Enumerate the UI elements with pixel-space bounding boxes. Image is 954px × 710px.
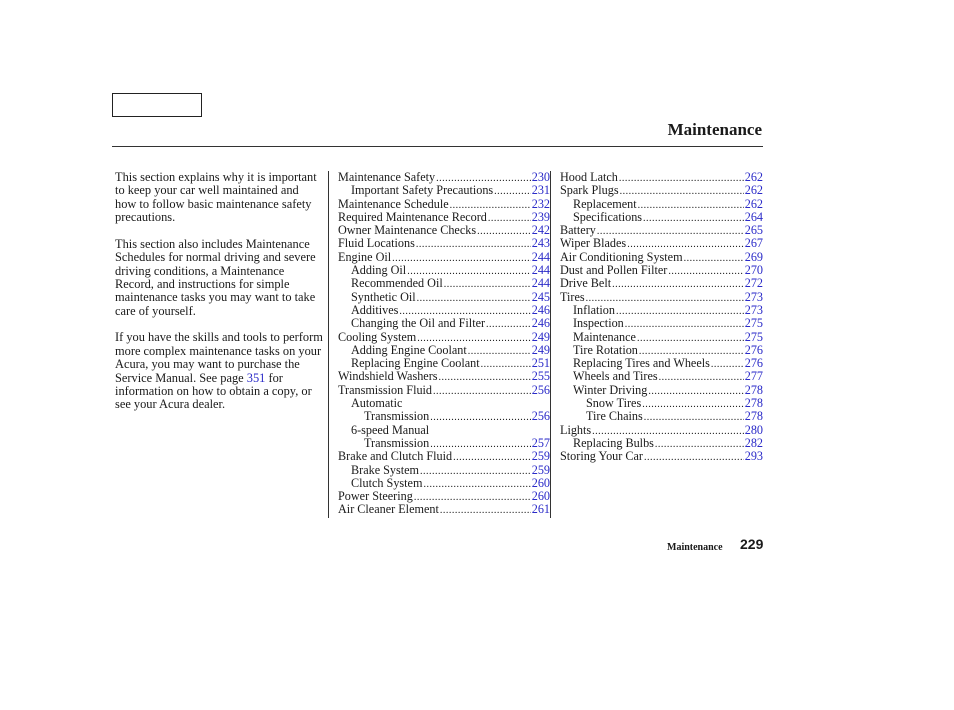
service-manual-page-link[interactable]: 351 xyxy=(246,370,266,385)
section-tab-box xyxy=(112,93,202,117)
toc-entry[interactable]: Owner Maintenance Checks ..... 242 xyxy=(338,224,550,237)
toc-entry[interactable]: Battery ..... 265 xyxy=(560,224,763,237)
toc-page-link[interactable]: 230 xyxy=(531,170,550,184)
toc-entry[interactable]: Important Safety Precautions ..... 231 xyxy=(338,184,550,197)
toc-entry[interactable]: Replacement ..... 262 xyxy=(560,198,763,211)
toc-column-1 xyxy=(328,171,550,518)
toc-page-link[interactable]: 232 xyxy=(531,196,550,211)
intro-paragraph-3-text-end: for information on how to obtain a copy, or see your Acura dealer. xyxy=(115,370,312,412)
toc-page-link[interactable]: 278 xyxy=(744,382,763,397)
toc-entry[interactable]: Transmission Fluid ..... 256 xyxy=(338,384,550,397)
toc-page-link[interactable]: 273 xyxy=(744,289,763,304)
toc-page-link[interactable]: 255 xyxy=(531,369,550,384)
intro-paragraph-3 xyxy=(115,331,323,411)
toc-entry[interactable]: Replacing Engine Coolant ..... 251 xyxy=(338,357,550,370)
toc-page-link[interactable]: 246 xyxy=(531,302,550,317)
toc-page-link[interactable]: 260 xyxy=(531,489,550,504)
toc-entry[interactable]: Specifications ..... 264 xyxy=(560,211,763,224)
toc-entry[interactable]: Recommended Oil ..... 244 xyxy=(338,277,550,290)
toc-entry[interactable]: Tires ..... 273 xyxy=(560,291,763,304)
toc-entry[interactable]: Maintenance Schedule ..... 232 xyxy=(338,198,550,211)
toc-page-link[interactable]: 260 xyxy=(531,475,550,490)
toc-entry-heading: Automatic xyxy=(351,396,403,411)
toc-page-link[interactable]: 277 xyxy=(744,369,763,384)
toc-entry[interactable]: Lights ..... 280 xyxy=(560,424,763,437)
toc-page-link[interactable]: 262 xyxy=(744,183,763,198)
toc-page-link[interactable]: 243 xyxy=(531,236,550,251)
toc-entry[interactable]: Brake and Clutch Fluid ..... 259 xyxy=(338,450,550,463)
toc-page-link[interactable]: 246 xyxy=(531,316,550,331)
toc-page-link[interactable]: 242 xyxy=(531,223,550,238)
toc-page-link[interactable]: 278 xyxy=(744,396,763,411)
toc-page-link[interactable]: 249 xyxy=(531,329,550,344)
toc-page-link[interactable]: 272 xyxy=(744,276,763,291)
toc-entry[interactable]: Inflation ..... 273 xyxy=(560,304,763,317)
toc-page-link[interactable]: 251 xyxy=(531,356,550,371)
toc-entry[interactable]: Drive Belt ..... 272 xyxy=(560,277,763,290)
toc-entry[interactable]: Maintenance Safety ..... 230 xyxy=(338,171,550,184)
toc-entry[interactable]: Storing Your Car ..... 293 xyxy=(560,450,763,463)
toc-entry[interactable]: Fluid Locations ..... 243 xyxy=(338,237,550,250)
toc-entry[interactable]: Replacing Tires and Wheels ..... 276 xyxy=(560,357,763,370)
intro-paragraph-3-text: If you have the skills and tools to perform more complex maintenance tasks on your Acura, you may want to purchase the Service Manual. See page xyxy=(115,330,323,385)
toc-entry[interactable]: Snow Tires ..... 278 xyxy=(560,397,763,410)
toc-page-link[interactable]: 276 xyxy=(744,356,763,371)
toc-page-link[interactable]: 261 xyxy=(531,502,550,517)
toc-page-link[interactable]: 244 xyxy=(531,263,550,278)
toc-entry[interactable]: Windshield Washers ..... 255 xyxy=(338,370,550,383)
toc-entry[interactable]: Maintenance ..... 275 xyxy=(560,331,763,344)
header-rule xyxy=(112,146,763,147)
toc-entry[interactable]: Tire Chains ..... 278 xyxy=(560,410,763,423)
toc-page-link[interactable]: 256 xyxy=(531,409,550,424)
toc-entry[interactable]: Transmission ..... 256 xyxy=(338,410,550,423)
toc-page-link[interactable]: 267 xyxy=(744,236,763,251)
toc-entry[interactable]: Changing the Oil and Filter ..... 246 xyxy=(338,317,550,330)
intro-text xyxy=(115,171,323,425)
toc-page-link[interactable]: 256 xyxy=(531,382,550,397)
toc-entry[interactable]: Hood Latch ..... 262 xyxy=(560,171,763,184)
toc-page-link[interactable]: 273 xyxy=(744,302,763,317)
toc-entry[interactable]: Wiper Blades ..... 267 xyxy=(560,237,763,250)
toc-page-link[interactable]: 278 xyxy=(744,409,763,424)
toc-entry[interactable]: Engine Oil ..... 244 xyxy=(338,251,550,264)
toc-page-link[interactable]: 231 xyxy=(531,183,550,198)
intro-paragraph-1: This section explains why it is important to keep your car well maintained and how to follow basic maintenance safety precautions. xyxy=(115,170,317,225)
toc-entry[interactable]: Required Maintenance Record ..... 239 xyxy=(338,211,550,224)
section-title: Maintenance xyxy=(667,120,762,139)
toc-entry[interactable]: Synthetic Oil ..... 245 xyxy=(338,291,550,304)
toc-page-link[interactable]: 249 xyxy=(531,342,550,357)
toc-page-link[interactable]: 259 xyxy=(531,462,550,477)
toc-entry[interactable]: Dust and Pollen Filter ..... 270 xyxy=(560,264,763,277)
toc-entry[interactable]: Spark Plugs ..... 262 xyxy=(560,184,763,197)
toc-page-link[interactable]: 264 xyxy=(744,209,763,224)
toc-page-link[interactable]: 280 xyxy=(744,422,763,437)
toc-page-link[interactable]: 282 xyxy=(744,435,763,450)
toc-entry[interactable]: Adding Engine Coolant ..... 249 xyxy=(338,344,550,357)
toc-page-link[interactable]: 275 xyxy=(744,316,763,331)
toc-page-link[interactable]: 245 xyxy=(531,289,550,304)
toc-entry[interactable]: Transmission ..... 257 xyxy=(338,437,550,450)
toc-entry[interactable]: Clutch System ..... 260 xyxy=(338,477,550,490)
toc-entry[interactable]: Adding Oil ..... 244 xyxy=(338,264,550,277)
toc-page-link[interactable]: 244 xyxy=(531,276,550,291)
toc-page-link[interactable]: 293 xyxy=(744,449,763,464)
toc-entry[interactable]: Air Conditioning System ..... 269 xyxy=(560,251,763,264)
toc-entry[interactable]: Winter Driving ..... 278 xyxy=(560,384,763,397)
footer-section-label: Maintenance xyxy=(667,542,723,553)
toc-page-link[interactable]: 259 xyxy=(531,449,550,464)
toc-entry[interactable]: Additives ..... 246 xyxy=(338,304,550,317)
toc-entry[interactable]: Cooling System ..... 249 xyxy=(338,331,550,344)
intro-paragraph-2: This section also includes Maintenance Schedules for normal driving and severe driving conditions, a Maintenance Record, and instructions for simple maintenance tasks you may want to take care of yourself. xyxy=(115,236,316,318)
toc-entry[interactable]: Tire Rotation ..... 276 xyxy=(560,344,763,357)
toc-page-link[interactable]: 262 xyxy=(744,170,763,184)
toc-page-link[interactable]: 276 xyxy=(744,342,763,357)
page-number: 229 xyxy=(740,536,764,552)
toc-page-link[interactable]: 270 xyxy=(744,263,763,278)
toc-page-link[interactable]: 275 xyxy=(744,329,763,344)
toc-page-link[interactable]: 269 xyxy=(744,249,763,264)
toc-entry[interactable]: Wheels and Tires ..... 277 xyxy=(560,370,763,383)
toc-entry[interactable]: Air Cleaner Element ..... 261 xyxy=(338,503,550,516)
toc-page-link[interactable]: 265 xyxy=(744,223,763,238)
toc-column-2 xyxy=(550,171,763,518)
toc-page-link[interactable]: 244 xyxy=(531,249,550,264)
toc-page-link[interactable]: 262 xyxy=(744,196,763,211)
toc-entry-heading: 6-speed Manual xyxy=(351,422,430,437)
toc-entry[interactable]: Replacing Bulbs ..... 282 xyxy=(560,437,763,450)
toc-entry[interactable]: Brake System ..... 259 xyxy=(338,464,550,477)
toc-entry[interactable]: Power Steering ..... 260 xyxy=(338,490,550,503)
toc-entry[interactable]: Inspection ..... 275 xyxy=(560,317,763,330)
toc-page-link[interactable]: 239 xyxy=(531,209,550,224)
toc-page-link[interactable]: 257 xyxy=(531,435,550,450)
